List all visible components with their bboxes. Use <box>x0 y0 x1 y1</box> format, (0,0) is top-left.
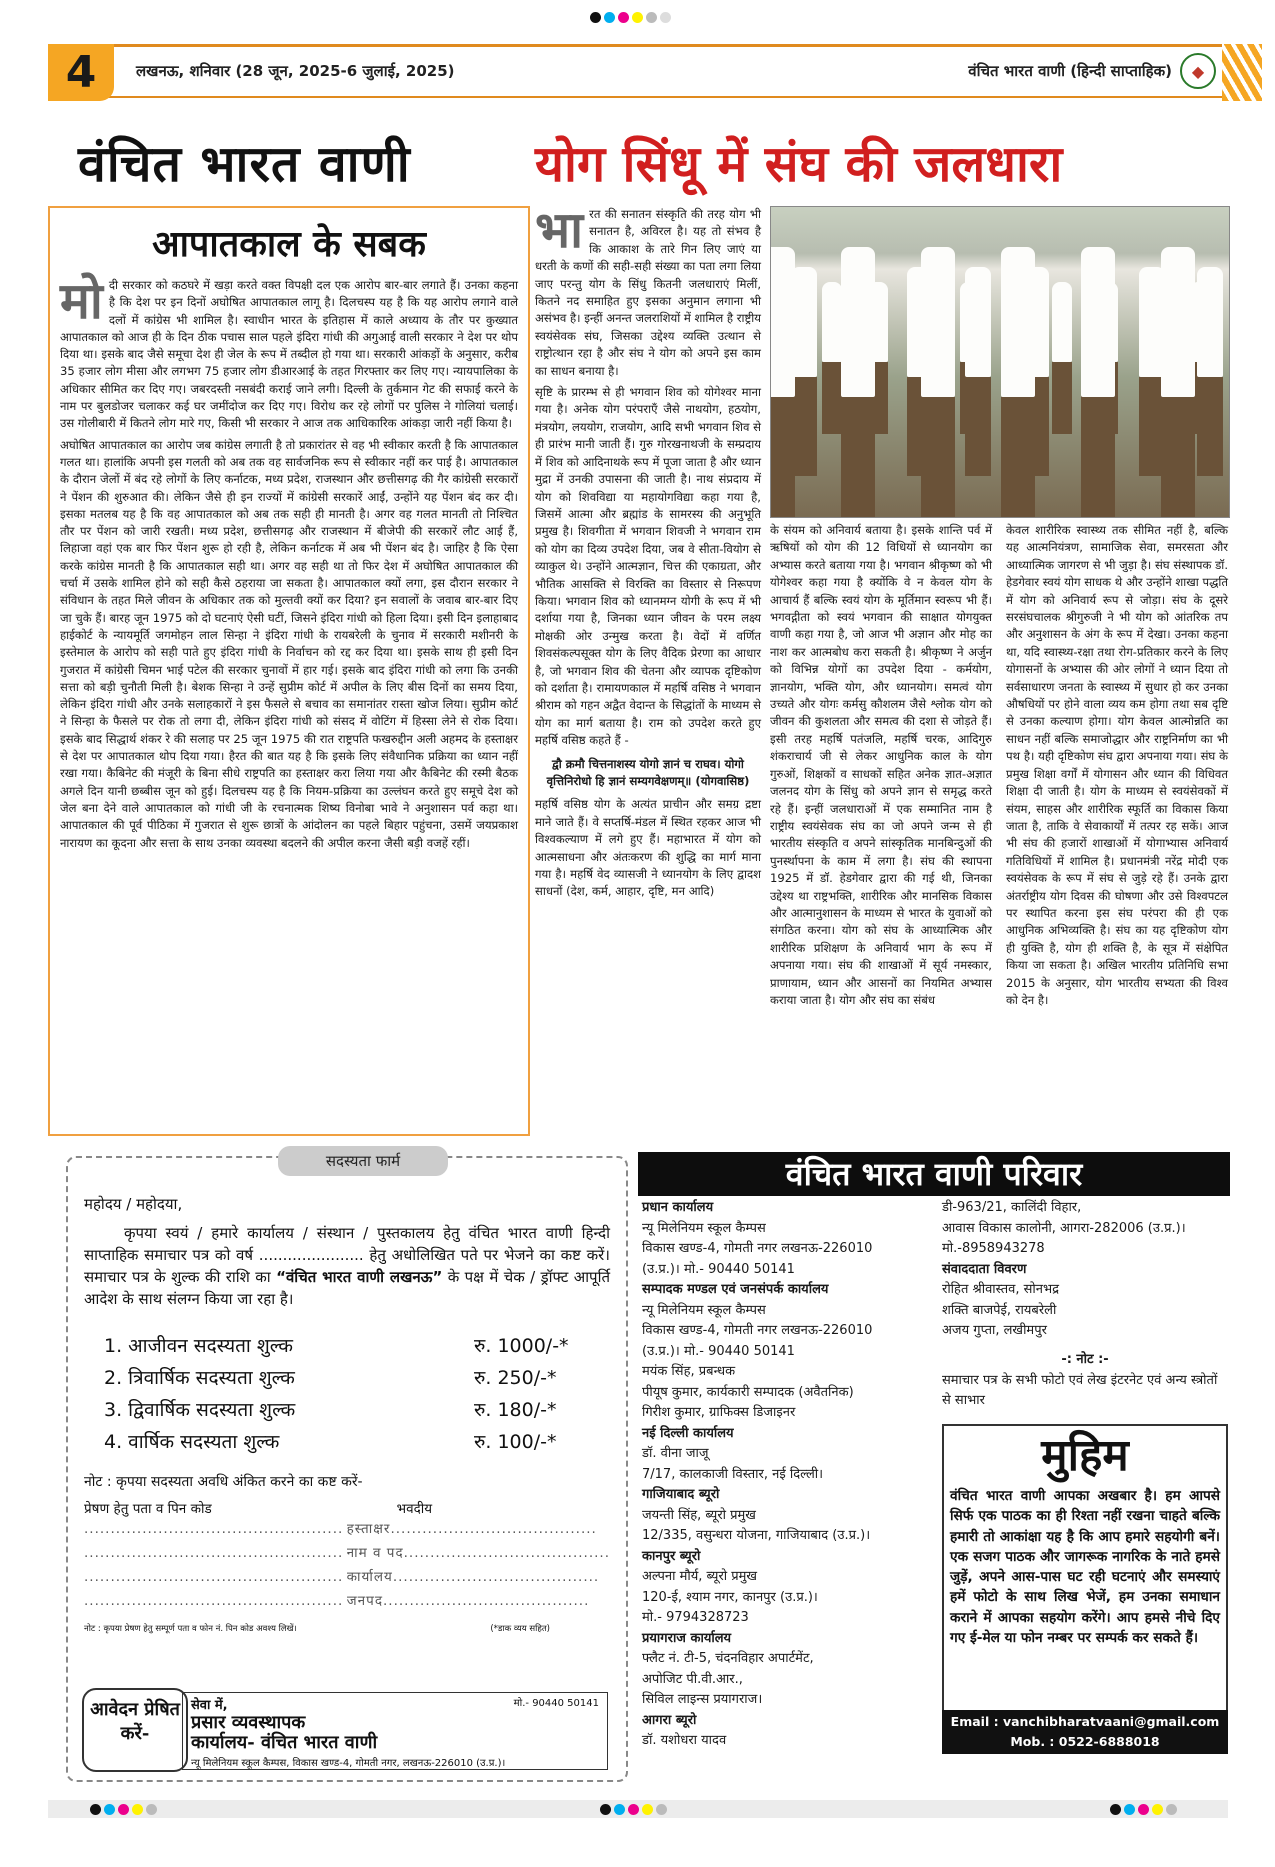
family-column-1 <box>642 1198 932 1752</box>
masthead <box>78 128 411 196</box>
send-to-block <box>82 1688 608 1772</box>
form-para-a: कृपया स्वयं / हमारे कार्यालय / संस्थान / पुस्तकालय हेतु वंचित भारत वाणी हिन्दी साप्ताहिक समाचार पत्र को वर्ष ...................... हेतु अधोलिखित पते पर भेजने का कष्ट करें। समाचार पत्र के शुल्क की राशि का <box>84 1224 610 1286</box>
person-figure <box>1081 247 1115 397</box>
muhim-title: मुहिम <box>1041 1430 1129 1481</box>
person-figure <box>770 247 795 397</box>
editorial-box <box>48 206 530 1136</box>
person-trousers <box>1081 397 1115 518</box>
fee-amount: रु. 1000/-* <box>474 1335 569 1357</box>
article-paragraph-2: सृष्टि के प्रारम्भ से ही भगवान शिव को योगेश्वर माना गया है। अनेक योग परंपराएँ जैसे नाथयोग, हठयोग, मंत्रयोग, लययोग, राजयोग, आदि सभी भगवान शिव से ही प्रारंभ मानी जाती हैं। गुरु गोरखनाथजी के सम्प्रदाय में शिव को आदिनाथके रूप में पूजा जाता है और ध्यान मुद्रा में उनकी उपासना की जाती है। नाथ संप्रदाय में योग को शिवविद्या या महायोगविद्या कहा गया है, जिसमें आत्मा और ब्रह्मांड के सामरस्य की अनुभूति प्रमुख है। शिवगीता में भगवान शिवजी ने भगवान राम को योग का दिव्य उपदेश दिया, जब वे सीता-वियोग से व्याकुल थे। उन्होंने आत्मज्ञान, चित्त की एकाग्रता, और भौतिक आसक्ति से विरक्ति का विस्तार से निरूपण किया। भगवान शिव को ध्यानमग्न योगी के रूप में भी दर्शाया गया है, जिनका ध्यान जीवन के परम लक्ष्य मोक्षकी ओर उन्मुख करता है। वेदों में वर्णित शिवसंकल्पसूक्त योग के लिए वैदिक प्रेरणा का आधार है, जो भगवान शिव की चेतना और व्यापक दृष्टिकोण को दर्शाता है। रामायणकाल में महर्षि वसिष्ठ ने भगवान श्रीराम को गहन अद्वैत वेदान्त के सिद्धांतों के माध्यम से योग का मार्ग बताया है। राम को उपदेश करते हुए महर्षि वसिष्ठ कहते हैं - <box>535 385 761 748</box>
paper-name: वंचित भारत वाणी (हिन्दी साप्ताहिक) <box>968 62 1172 80</box>
person-trousers <box>1161 397 1195 518</box>
send-to: सेवा में, <box>191 1698 228 1713</box>
family-line: गिरीश कुमार, ग्राफिक्स डिजाइनर <box>642 1405 796 1420</box>
person-trousers <box>822 362 842 434</box>
address-label: प्रेषण हेतु पता व पिन कोड <box>84 1501 212 1517</box>
family-line: डी-963/21, कालिंदी विहार, <box>942 1200 1082 1215</box>
muhim-text: वंचित भारत वाणी आपका अखबार है। हम आपसे सिर्फ एक पाठक का ही रिश्ता नहीं रखना चाहते बल्कि हमारी तो आकांक्षा यह है कि आप हमारे सहयोगी बनें। एक सजग पाठक और जागरूक नागरिक के नाते हमसे जुड़ें, अपने आस-पास घट रही घटनाएं और समस्याएं हमें फोटो के साथ लिख भेजें, हम उनका समाधान कराने में आपका सहयोग करेंगे। आप हमसे नीचे दिए गए ई-मेल या फोन नम्बर पर सम्पर्क कर सकते हैं। <box>950 1488 1220 1647</box>
family-section-heading: सम्पादक मण्डल एवं जनसंपर्क कार्यालय <box>642 1282 829 1297</box>
send-address: न्यू मिलेनियम स्कूल कैम्पस, विकास खण्ड-4, गोमती नगर, लखनऊ-226010 (उ.प्र.)। <box>191 1758 506 1769</box>
note-title: -: नोट :- <box>1061 1352 1109 1367</box>
article-dropcap: भा <box>535 200 584 259</box>
page-number: 4 <box>48 44 114 101</box>
office-label: कार्यालय <box>346 1569 393 1585</box>
district-field[interactable]: जनपद....................................... <box>346 1593 590 1609</box>
form-note: नोट : कृपया सदस्यता अवधि अंकित करने का कष्ट करें- <box>84 1474 363 1490</box>
name-field[interactable]: नाम व पद....................................... <box>346 1545 610 1561</box>
person-trousers <box>1001 397 1035 518</box>
registration-marks-right <box>1110 1804 1177 1815</box>
article-column-1 <box>535 200 761 905</box>
note-text: समाचार पत्र के सभी फोटो एवं लेख इंटरनेट एवं अन्य स्त्रोतों से साभार <box>942 1372 1218 1408</box>
signature-label: हस्ताक्षर <box>346 1521 391 1537</box>
person-figure <box>791 267 817 377</box>
family-section-heading: कानपुर ब्यूरो <box>642 1548 701 1564</box>
family-line: रोहित श्रीवास्तव, सोनभद्र <box>942 1282 1060 1297</box>
person-figure <box>965 267 991 377</box>
article-paragraph-3: महर्षि वसिष्ठ योग के अत्यंत प्राचीन और समग्र द्रष्टा माने जाते हैं। वे सप्तर्षि-मंडल में स्थित रहकर आज भी विश्वकल्याण में लगे हुए हैं। महाभारत में योग को आत्मसाधना और अंतःकरण की शुद्धि का मार्ग माना गया है। महर्षि वेद व्यासजी ने ध्यानयोग के लिए द्वादश साधनों (देश, कर्म, आहार, दृष्टि, मन आदि) <box>535 797 761 899</box>
family-line: डॉ. वीना जाजू <box>642 1446 709 1461</box>
header-stripes <box>1222 44 1262 101</box>
address-line-field[interactable]: ................................................. <box>84 1593 344 1609</box>
contact-mobile: Mob. : 0522-6888018 <box>1010 1734 1160 1749</box>
send-mobile: मो.- 90440 50141 <box>513 1698 599 1709</box>
signature-field[interactable]: हस्ताक्षर....................................... <box>346 1521 597 1537</box>
family-section-heading: प्रयागराज कार्यालय <box>642 1630 732 1646</box>
registration-marks-center <box>600 1804 667 1815</box>
form-para-name: “वंचित भारत वाणी लखनऊ” <box>276 1268 443 1286</box>
editorial-paragraph-1: दी सरकार को कठघरे में खड़ा करते वक्त विपक्षी दल एक आरोप बार-बार लगाते हैं। उनका कहना है कि देश पर इन दिनों अघोषित आपातकाल लागू है। दिलचस्प यह है कि यह आरोप लगाने वाले दलों में कांग्रेस भी शामिल है। स्वाधीन भारत के इतिहास में काले अध्याय के तौर पर कुख्यात आपातकाल को आज ही के दिन ठीक पचास साल पहले इंदिरा गांधी की अगुआई वाली सरकार ने देश पर थोप दिया था। इसके बाद जैसे समूचा देश ही जेल के रूप में तब्दील हो गया था। सरकारी आंकड़ों के अनुसार, करीब 35 हजार लोग मीसा और लगभग 75 हजार लोग डीआरआई के तहत गिरफ्तार कर लिए गए। न्यायपालिका के अधिकार सीमित कर दिए गए। जबरदस्ती नसबंदी कराई जाने लगी। दिल्ली के तुर्कमान गेट की सफाई करने के नाम पर बुलडोजर चलाकर कई घर जमींदोज कर दिए गए। विरोध कर रहे लोगों पर पुलिस ने गोलियां चलाई। उस गोलीबारी में कितने लोग मारे गए, किसी भी सरकार ने आज तक आधिकारिक आंकड़ा जारी नहीं किया है। <box>60 278 518 431</box>
address-line-field[interactable]: ................................................. <box>84 1545 344 1561</box>
family-section-heading: नई दिल्ली कार्यालय <box>642 1425 734 1441</box>
person-figure <box>841 247 875 397</box>
family-line: मो.-8958943278 <box>942 1241 1045 1256</box>
family-line: अपोजिट पी.वी.आर., <box>642 1671 743 1687</box>
muhim-box <box>942 1424 1228 1734</box>
family-section-heading: आगरा ब्यूरो <box>642 1712 697 1728</box>
family-line: 120-ई, श्याम नगर, कानपुर (उ.प्र.)। <box>642 1589 818 1605</box>
family-line: मो.- 9794328723 <box>642 1610 749 1625</box>
family-line: (उ.प्र.)। मो.- 90440 50141 <box>642 1261 795 1277</box>
article-column-3: केवल शारीरिक स्वास्थ्य तक सीमित नहीं है, बल्कि यह आत्मनियंत्रण, सामाजिक सेवा, समरसता और आध्यात्मिक जागरण से भी जुड़ा है। संघ संस्थापक डॉ. हेडगेवार स्वयं योग साधक थे और उन्होंने शाखा पद्धति में योग को अनिवार्य रूप से जोड़ा। संघ के दूसरे सरसंघचालक श्रीगुरुजी ने भी योग को आंतरिक तप और अनुशासन के अंग के रूप में देखा। उनका कहना था, यदि स्वास्थ्य-रक्षा तथा रोग-प्रतिकार करने के लिए योगासनों के अभ्यास की ओर लोगों ने ध्यान दिया तो सर्वसाधारण जनता के स्वास्थ्य में सुधार हो कर उनका औषधियों पर होने वाला व्यय कम होगा तथा सब दृष्टि से उनका कल्याण होगा। योग केवल आत्मोन्नति का साधन नहीं बल्कि समाजोद्धार और राष्ट्रनिर्माण का भी पथ है। यही दृष्टिकोण संघ द्वारा अपनाया गया। संघ के प्रमुख शिक्षा वर्गों में योगासन और ध्यान की विधिवत शिक्षा दी जाती है। योग के माध्यम से स्वयंसेवकों में संयम, साहस और शारीरिक स्फूर्ति का विकास किया जाता है, ताकि वे सेवाकार्यों में तत्पर रह सकें। आज भी संघ की हजारों शाखाओं में योगाभ्यास अनिवार्य गतिविधियों में शामिल है। प्रधानमंत्री नरेंद्र मोदी एक स्वयंसेवक के रूप में संघ से जुड़े रहे हैं। उनके द्वारा अंतर्राष्ट्रीय योग दिवस की घोषणा और उसे विश्वपटल पर स्थापित करना इस संघ परंपरा की ही एक आधुनिक अभिव्यक्ति है। संघ का यह दृष्टिकोण योग ही युक्ति है, योग ही शक्ति है, के सूत्र में संक्षेपित किया जा सकता है। अखिल भारतीय प्रतिनिधि सभा 2015 के अनुसार, योग भारतीय सभ्यता की विश्व को देन है। <box>1006 523 1228 1007</box>
family-section-heading: संवाददाता विवरण <box>942 1261 1027 1277</box>
membership-form <box>66 1152 628 1782</box>
office-field[interactable]: कार्यालय....................................... <box>346 1569 600 1585</box>
address-line-field[interactable]: ................................................. <box>84 1521 344 1537</box>
fee-amount: रु. 100/-* <box>474 1431 557 1453</box>
small-note-right: (*डाक व्यय सहित) <box>490 1624 550 1634</box>
person-trousers <box>921 397 955 518</box>
family-note <box>942 1350 1228 1412</box>
address-section <box>84 1499 610 1613</box>
family-column-2 <box>942 1198 1228 1342</box>
person-trousers <box>770 397 795 518</box>
family-line: न्यू मिलेनियम स्कूल कैम्पस <box>642 1220 766 1236</box>
family-line: सिविल लाइन्स प्रयागराज। <box>642 1692 763 1707</box>
family-line: डॉ. यशोधरा यादव <box>642 1733 727 1748</box>
article-intro: रत की सनातन संस्कृति की तरह योग भी सनातन है, अविरल है। यह तो संभव है कि आकाश के तारे गिन लिए जाएं या धरती के कणों की सही-सही संख्या का पता लगा लिया जाए परन्तु योग के सिंधु कितनी जलधाराएं मिलीं, कितने नद समाहित हुए इसका अनुमान लगाना भी असंभव है। इन्हीं अनन्त जलराशियों में शामिल है राष्ट्रीय स्वयंसेवक संघ, जिसका उद्देश्य व्यक्ति उत्थान से राष्ट्रोत्थान रहा है और संघ ने योग को अपने इस काम का साधन बनाया है। <box>535 207 761 378</box>
form-tab: सदस्यता फार्म <box>278 1146 448 1176</box>
person-figure <box>1161 247 1195 397</box>
family-line: विकास खण्ड-4, गोमती नगर लखनऊ-226010 <box>642 1241 873 1256</box>
sanskrit-quote: द्वौ क्रमौ चित्तनाशस्य योगो ज्ञानं च राघव। योगो वृत्तिनिरोधो हि ज्ञानं सम्यगवेक्षणम्॥ (योगवासिष्ठ) <box>546 756 750 788</box>
article-column-2: के संयम को अनिवार्य बताया है। इसके शान्ति पर्व में ऋषियों को योग की 12 विधियों से ध्यानयोग का अभ्यास करते बताया गया है। भगवान श्रीकृष्ण को भी योगेश्वर कहा गया है क्योंकि वे न केवल योग के आचार्य हैं बल्कि स्वयं योग के मूर्तिमान स्वरूप भी हैं। भगवद्गीता को स्वयं भगवान की साक्षात योगयुक्त वाणी कहा गया है, जो आज भी अज्ञान और मोह का नाश कर आत्मबोध करा सकती है। श्रीकृष्ण ने अर्जुन को विभिन्न योगों का उपदेश दिया - कर्मयोग, ज्ञानयोग, भक्ति योग, और ध्यानयोग। समत्वं योग उच्यते और योगः कर्मसु कौशलम जैसे श्लोक योग को जीवन की कुशलता और समत्व की दशा से जोड़ते हैं। इसी तरह महर्षि पतंजलि, महर्षि चरक, आदिगुरु शंकराचार्य जी से लेकर आधुनिक काल के योग गुरुओं, शिक्षकों व साधकों सहित अनेक ज्ञात-अज्ञात जलनद योग के सिंधु को अपने ज्ञान से समृद्ध करते रहे हैं। इन्हीं जलधाराओं में एक सम्मानित नाम है राष्ट्रीय स्वयंसेवक संघ का जो अपने जन्म से ही भारतीय संस्कृति व अपने सांस्कृतिक मानबिन्दुओं की पुनर्स्थापना के काम में लगा है। संघ की स्थापना 1925 में डॉ. हेडगेवार द्वारा की गई थी, जिनका उद्देश्य था राष्ट्रभक्ति, शारीरिक और मानसिक विकास और आत्मानुशासन के माध्यम से भारत के युवाओं को संगठित करना। योग को संघ के आध्यात्मिक और शारीरिक प्रशिक्षण के अनिवार्य भाग के रूप में अपनाया गया। संघ की शाखाओं में सूर्य नमस्कार, प्राणायाम, ध्यान और आसनों का नियमित अभ्यास कराया जाता है। योग और संघ का संबंध <box>770 523 992 1007</box>
person-trousers <box>1197 377 1223 476</box>
send-label: आवेदन प्रेषित करें- <box>82 1688 188 1772</box>
person-figure <box>1001 247 1035 397</box>
form-small-note <box>84 1623 610 1634</box>
person-figure <box>921 247 955 397</box>
fee-name: 2. त्रिवार्षिक सदस्यता शुल्क <box>104 1367 295 1389</box>
person-trousers <box>791 377 817 476</box>
dateline: लखनऊ, शनिवार (28 जून, 2025-6 जुलाई, 2025) <box>136 62 455 80</box>
family-line: मयंक सिंह, प्रबन्धक <box>642 1364 736 1379</box>
page-header <box>48 44 1228 98</box>
send-line-1: प्रसार व्यवस्थापक <box>191 1712 306 1733</box>
family-line: शक्ति बाजपेई, रायबरेली <box>942 1302 1057 1318</box>
family-line: जयन्ती सिंह, ब्यूरो प्रमुख <box>642 1507 756 1523</box>
logo-icon: ◆ <box>1180 53 1216 89</box>
editorial-dropcap: मो <box>60 271 103 330</box>
address-line-field[interactable]: ................................................. <box>84 1569 344 1585</box>
family-line: न्यू मिलेनियम स्कूल कैम्पस <box>642 1302 766 1318</box>
person-trousers <box>841 397 875 518</box>
family-section-heading: प्रधान कार्यालय <box>642 1200 714 1215</box>
send-line-2: कार्यालय- वंचित भारत वाणी <box>191 1732 378 1753</box>
editorial-body <box>60 271 518 852</box>
family-section-heading: गाजियाबाद ब्यूरो <box>642 1487 720 1502</box>
family-line: विकास खण्ड-4, गोमती नगर लखनऊ-226010 <box>642 1323 873 1338</box>
family-line: (उ.प्र.)। मो.- 90440 50141 <box>642 1343 795 1359</box>
fee-amount: रु. 180/-* <box>474 1399 557 1421</box>
editorial-title: आपातकाल के सबक <box>152 223 426 265</box>
fee-row <box>104 1428 610 1454</box>
form-greeting: महोदय / महोदया, <box>84 1195 183 1213</box>
contact-box <box>942 1710 1228 1754</box>
family-title: वंचित भारत वाणी परिवार <box>638 1152 1230 1196</box>
fee-row <box>104 1332 610 1358</box>
person-trousers <box>1052 362 1072 434</box>
masthead-text: वंचित भारत वाणी <box>78 134 411 193</box>
fee-name: 1. आजीवन सदस्यता शुल्क <box>104 1335 293 1357</box>
district-label: जनपद <box>346 1593 383 1609</box>
send-address-box <box>182 1692 608 1770</box>
fee-row <box>104 1364 610 1390</box>
editorial-paragraph-2: अघोषित आपातकाल का आरोप जब कांग्रेस लगाती है तो प्रकारांतर से वह भी स्वीकार करती है कि आपातकाल गलत था। हालांकि अपनी इस गलती को अब तक वह सार्वजनिक रूप से स्वीकार नहीं कर पाई है। आपातकाल के दौरान जेलों में बंद रहे लोगों के लिए कर्नाटक, मध्य प्रदेश, राजस्थान और छत्तीसगढ़ की गैर कांग्रेसी सरकारों ने पेंशन की शुरुआत की। लेकिन जैसे ही इन राज्यों में कांग्रेसी सरकारें आईं, उन्होंने यह पेंशन बंद कर दी। इसका मतलब यह है कि वह आपातकाल को अब तक सही ही मानती है। अगर वह गलत मानती तो निश्चित तौर पर पेंशन को जारी रखती। मध्य प्रदेश, छत्तीसगढ़ और राजस्थान में बीजेपी की सरकारें लौट आई हैं, लिहाजा वहां एक बार फिर पेंशन शुरू हो रही है, लेकिन कर्नाटक में अब भी पेंशन बंद है। जाहिर है कि ऐसा करके कांग्रेस मानती है कि आपातकाल सही था। अगर वह सही था तो फिर देश में अघोषित आपातकाल की चर्चा में उसके शामिल होने को सही कैसे ठहराया जा सकता है। आपातकाल क्यों लगा, इस दौरान सरकार ने संविधान के तहत मिले जीवन के अधिकार तक को मुल्तवी क्यों कर दिया? इन सवालों के जवाब बार-बार दिए जा चुके हैं। बारह जून 1975 को दो घटनाएं ऐसी घटीं, जिसने इंदिरा गांधी को हिला दिया। इसी दिन इलाहाबाद हाईकोर्ट के न्यायमूर्ति जगमोहन लाल सिन्हा ने इंदिरा गांधी के रायबरेली के चुनाव में सरकारी मशीनरी के इस्तेमाल के आरोप को सही पाते हुए इंदिरा गांधी के निर्वाचन को रद्द कर दिया था। इसके साथ ही इसी दिन गुजरात में कांग्रेसी चिमन भाई पटेल की सरकार चुनावों में हार गई। इसके बाद इंदिरा गांधी को लगा कि उनकी सत्ता को बड़ी चुनौती मिली है। बेशक सिन्हा ने उन्हें सुप्रीम कोर्ट में अपील के लिए बीस दिनों का समय दिया, लेकिन इंदिरा गांधी और उनके सलाहकारों ने इस फैसले से बचाव का समानांतर रास्ता खोज लिया। सुप्रीम कोर्ट ने सिन्हा के फैसले पर रोक तो लगा दी, लेकिन इंदिरा गांधी को संसद में वोटिंग में हिस्सा लेने से रोक दिया। इसके बाद सिद्धार्थ शंकर रे की सलाह पर 25 जून 1975 की रात राष्ट्रपति फखरुद्दीन अली अहमद के हस्ताक्षर से देश पर आपातकाल थोप दिया गया। हैरत की बात यह है कि इसके लिए संवैधानिक प्रक्रिया का ध्यान नहीं रखा गया। कैबिनेट की मंजूरी के बिना सीधे राष्ट्रपति का हस्ताक्षर करा लिया गया और कैबिनेट की रस्मी बैठक अगले दिन यानी छब्बीस जून को हुई। दिलचस्प यह है कि नियम-प्रक्रिया का उल्लंघन करते हुए समूचे देश को जेल बना देने वाले आपातकाल को गांधी जी के रचनात्मक शिष्य विनोबा भावे ने अनुशासन पर्व कहा था। आपातकाल की पूर्व पीठिका में गुजरात से शुरू छात्रों के आंदोलन का पहले बिहार पहुंचना, उसमें जयप्रकाश नारायण का कूदना और सत्ता के साथ उनका व्यवस्था बदलने की अपील करना जैसी बड़ी वजहें रहीं। <box>60 437 518 850</box>
family-line: 12/335, वसुन्धरा योजना, गाजियाबाद (उ.प्र.)। <box>642 1528 871 1543</box>
person-figure <box>822 282 842 362</box>
family-line: पीयूष कुमार, कार्यकारी सम्पादक (अवैतनिक) <box>642 1384 854 1400</box>
family-line: अजय गुप्ता, लखीमपुर <box>942 1323 1047 1338</box>
yoga-photo <box>770 206 1230 518</box>
yours-label: भवदीय <box>396 1501 433 1517</box>
registration-marks-left <box>90 1804 157 1815</box>
article-headline: योग सिंधू में संघ की जलधारा <box>535 134 1063 193</box>
registration-marks-top <box>590 12 671 23</box>
family-line: अल्पना मौर्य, ब्यूरो प्रमुख <box>642 1569 758 1584</box>
family-line: आवास विकास कालोनी, आगरा-282006 (उ.प्र.)। <box>942 1220 1186 1236</box>
family-line: 7/17, कालकाजी विस्तार, नई दिल्ली। <box>642 1466 824 1482</box>
form-para-b: के पक्ष में चेक / ड्रॉफ्ट आपूर्ति आदेश के साथ संलग्न किया जा रहा है। <box>84 1268 611 1308</box>
form-paragraph <box>84 1222 610 1310</box>
fee-row <box>104 1396 610 1422</box>
person-figure <box>1052 282 1072 362</box>
person-figure <box>1197 267 1223 377</box>
family-line: फ्लैट नं. टी-5, चंदनविहार अपार्टमेंट, <box>642 1651 814 1666</box>
small-note-left: नोट : कृपया प्रेषण हेतु सम्पूर्ण पता व फोन नं. पिन कोड अवश्य लिखें। <box>84 1624 297 1634</box>
person-trousers <box>965 377 991 476</box>
name-label: नाम व पद <box>346 1545 404 1561</box>
fee-amount: रु. 250/-* <box>474 1367 557 1389</box>
contact-email[interactable]: Email : vanchibharatvaani@gmail.com <box>950 1714 1220 1729</box>
fee-name: 4. वार्षिक सदस्यता शुल्क <box>104 1431 280 1453</box>
fee-name: 3. द्विवार्षिक सदस्यता शुल्क <box>104 1399 296 1421</box>
